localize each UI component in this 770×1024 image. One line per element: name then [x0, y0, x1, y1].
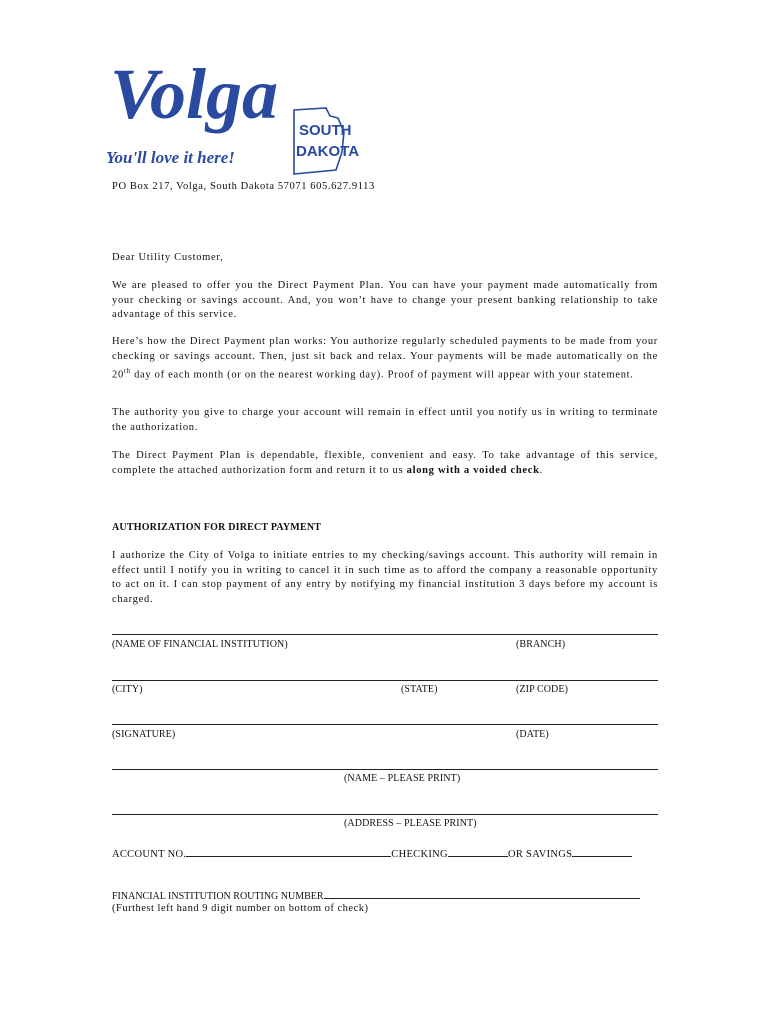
or-savings-label: OR SAVINGS [507, 849, 573, 860]
paragraph-intro: We are pleased to offer you the Direct Payment Plan. You can have your payment made automatically from your checking or savings account. And, you won’t have to change your present banking relationship to take advantage of this service. [112, 280, 658, 320]
name-line[interactable] [112, 769, 658, 770]
branch-label: (BRANCH) [516, 639, 566, 650]
name-print-label: (NAME – PLEASE PRINT) [344, 773, 461, 784]
logo-word: Volga [110, 54, 279, 134]
address-line-field[interactable] [112, 814, 658, 815]
address-print-label: (ADDRESS – PLEASE PRINT) [344, 818, 477, 829]
city-line[interactable] [112, 680, 658, 681]
signature-line[interactable] [112, 724, 658, 725]
address-line: PO Box 217, Volga, South Dakota 57071 605.627.9113 [112, 181, 375, 192]
date-label: (DATE) [516, 729, 549, 740]
paragraph-how-to-enroll: The Direct Payment Plan is dependable, flexible, convenient and easy. To take advantage of this service, complete the attached authorization form and return it to us along with a voided check. [112, 450, 658, 476]
city-label: (CITY) [112, 684, 143, 695]
logo-tagline: You'll love it here! [106, 148, 235, 167]
routing-field[interactable] [324, 888, 640, 899]
checking-field[interactable] [448, 846, 508, 857]
state-outline-icon [294, 108, 344, 174]
routing-row [112, 888, 640, 902]
volga-logo [104, 52, 364, 182]
authorization-heading: AUTHORIZATION FOR DIRECT PAYMENT [112, 522, 322, 533]
logo-state-top: SOUTH [299, 122, 352, 139]
routing-note: (Furthest left hand 9 digit number on bottom of check) [112, 903, 369, 914]
state-label: (STATE) [401, 684, 438, 695]
institution-label: (NAME OF FINANCIAL INSTITUTION) [112, 639, 288, 650]
authorization-statement: I authorize the City of Volga to initiate entries to my checking/savings account. This authority will remain in effect until I notify you in writing to cancel it in such time as to afford the company a reasonable opportunity to act on it. I can stop payment of any entry by notifying my financial institution 3 days before my account is charged. [112, 550, 658, 605]
zip-label: (ZIP CODE) [516, 684, 569, 695]
signature-label: (SIGNATURE) [112, 729, 176, 740]
institution-line[interactable] [112, 634, 658, 635]
routing-label: FINANCIAL INSTITUTION ROUTING NUMBER [112, 891, 324, 902]
voided-check-note: along with a voided check [406, 464, 540, 476]
account-no-label: ACCOUNT NO. [112, 849, 187, 860]
account-row [112, 846, 632, 860]
paragraph-how-it-works: Here’s how the Direct Payment plan works: You authorize regularly scheduled payments to be made from your checking or savings account. Then, just sit back and relax. Your payments will be made automatically on the 20th day of each month (or on the nearest working day). Proof of payment will appear with your statement. [112, 336, 658, 381]
savings-field[interactable] [572, 846, 632, 857]
paragraph-authority: The authority you give to charge your account will remain in effect until you notify us in writing to terminate the authorization. [112, 407, 658, 433]
account-no-field[interactable] [186, 846, 391, 857]
logo-state-bottom: DAKOTA [296, 143, 360, 160]
checking-label: CHECKING [391, 849, 448, 860]
salutation: Dear Utility Customer, [112, 252, 224, 263]
